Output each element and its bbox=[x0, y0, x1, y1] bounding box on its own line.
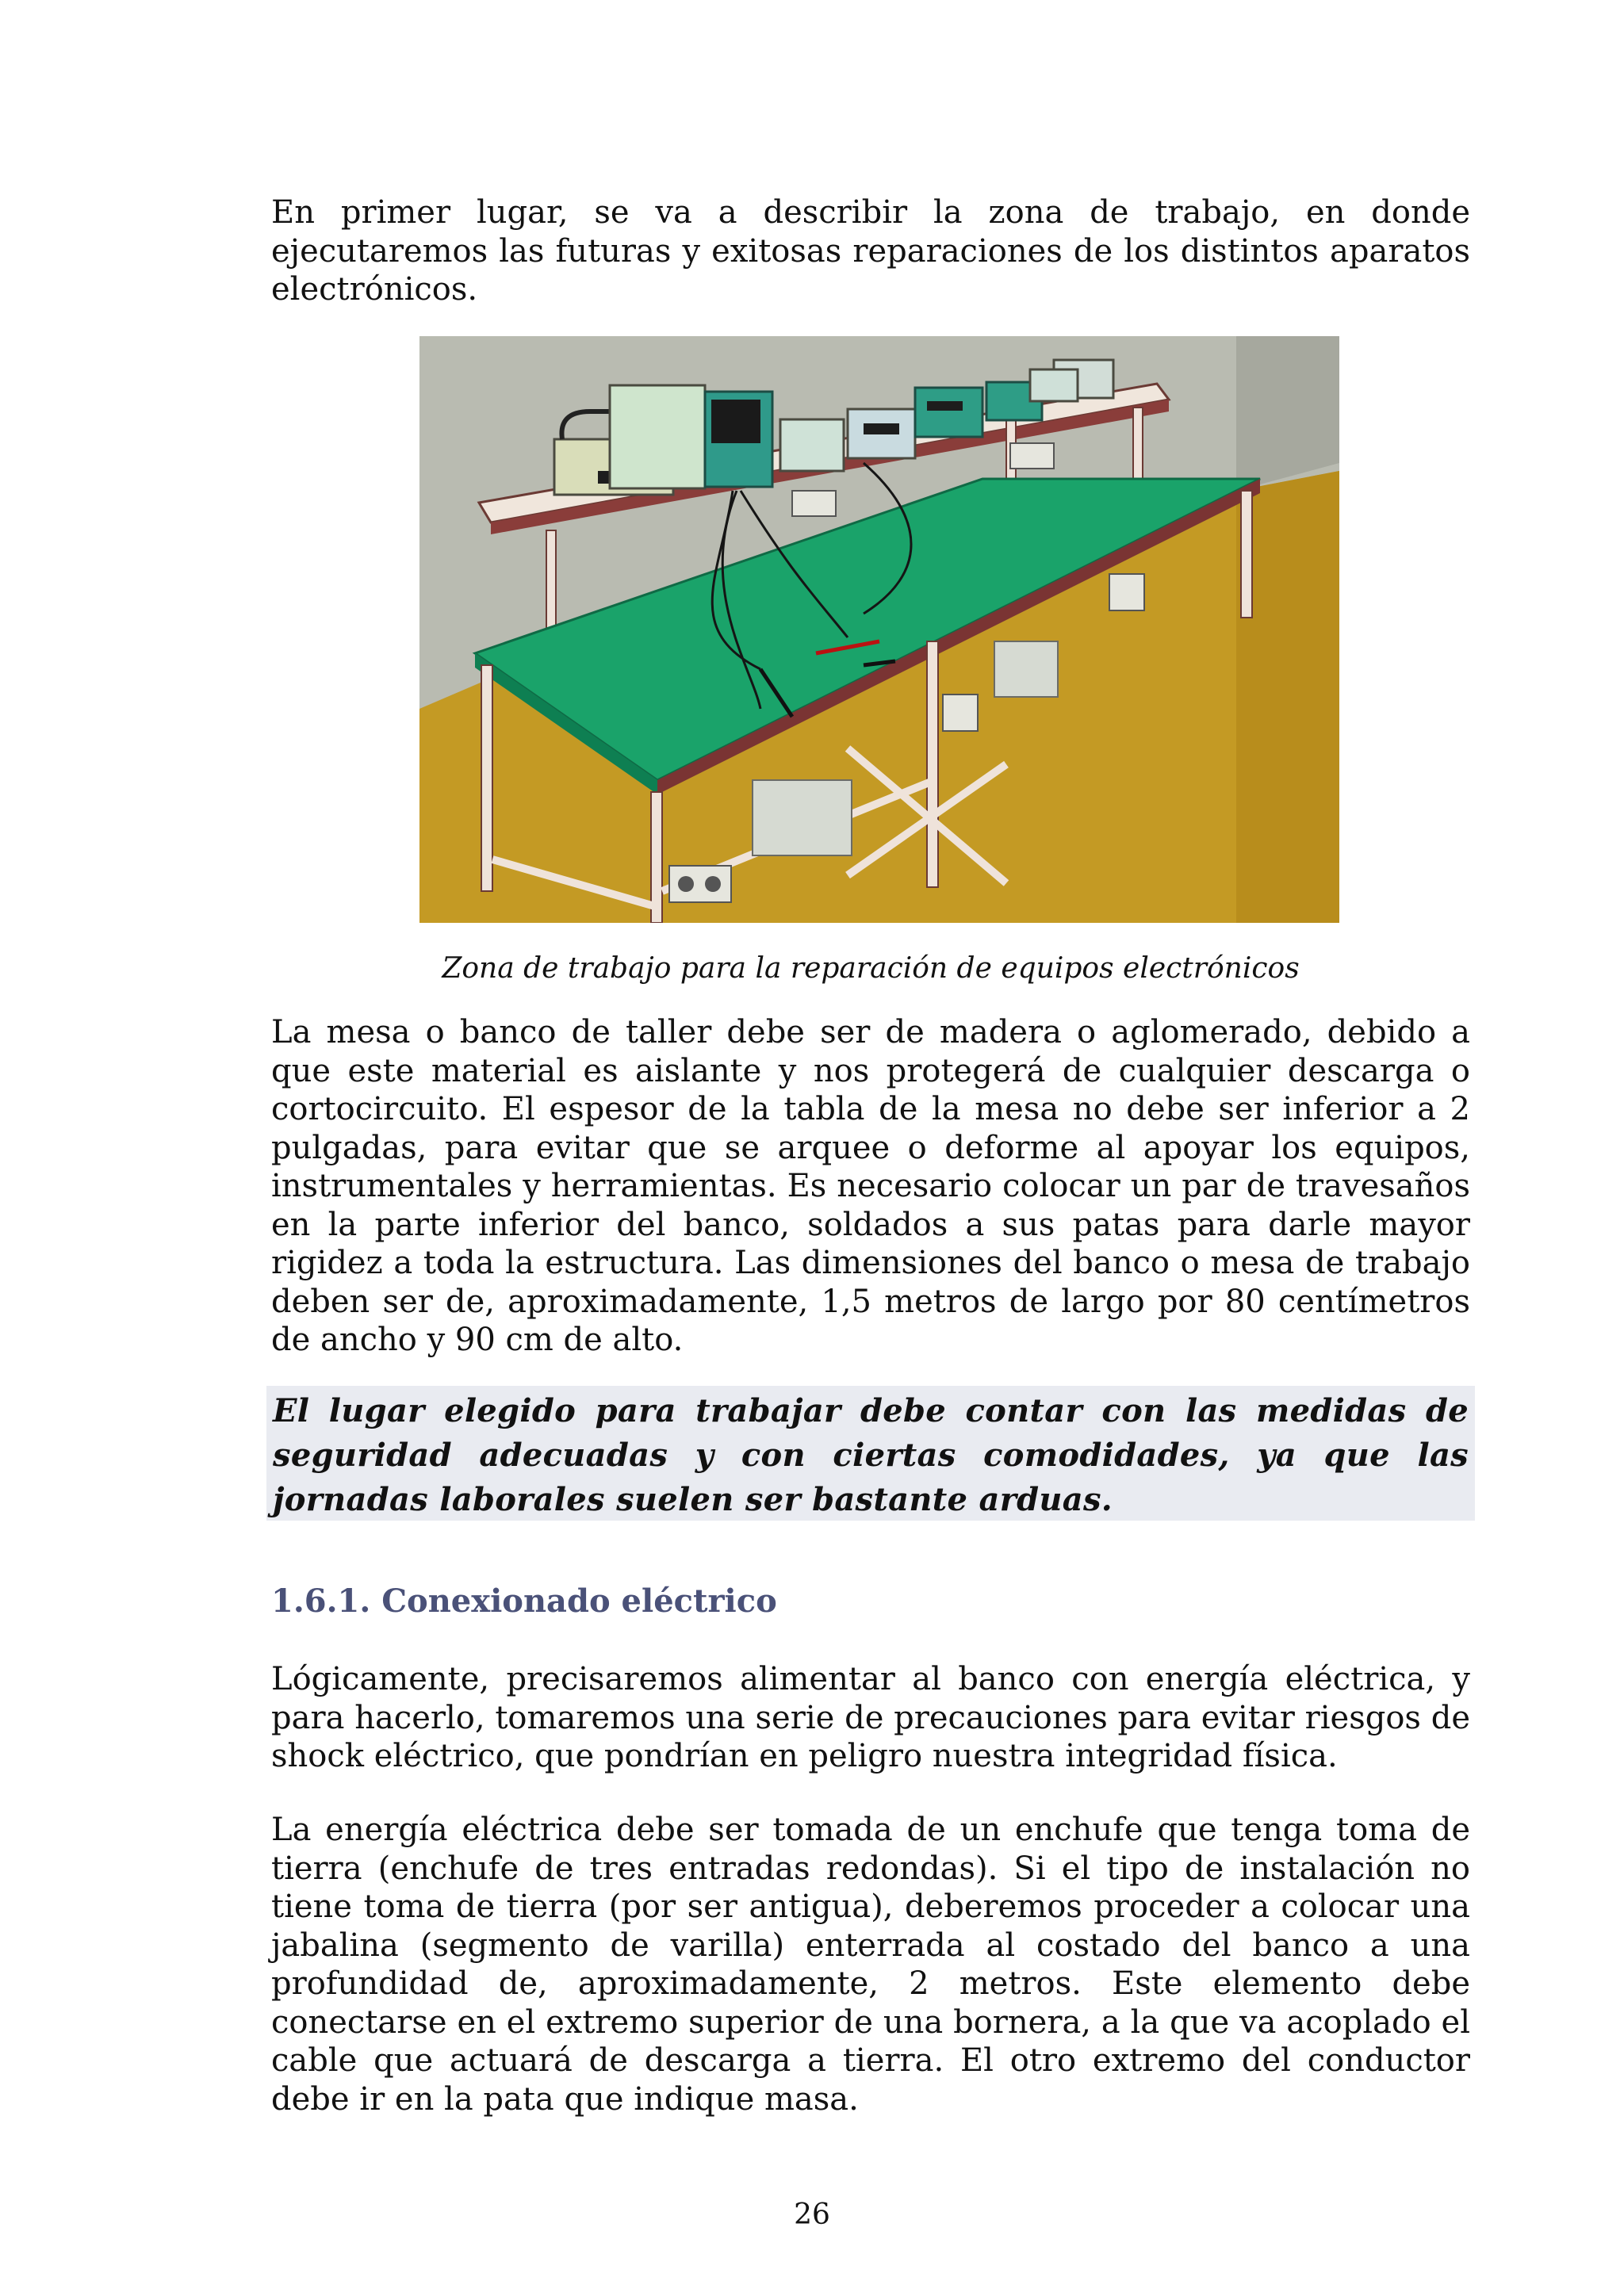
grounding-paragraph: La energía eléctrica debe ser tomada de un enchufe que tenga toma de tierra (enchufe de tres entradas redondas). Si el tipo de instalación no tiene toma de tierra (por ser antigua), deberemos proceder a colocar una jabalina (segmento de varilla) enterrada al costado del banco a una profundidad de, aproximadamente, 2 metros. Este elemento debe conectarse en el extremo superior de una bornera, a la que va acoplado el cable que actuará de descarga a tierra. El otro extremo del conductor debe ir en la pata que indique masa. bbox=[271, 1812, 1470, 2118]
workbench-paragraph: La mesa o banco de taller debe ser de madera o aglomerado, debido a que este material es aislante y nos protegerá de cualquier descarga o cortocircuito. El espesor de la tabla de la mesa no debe ser inferior a 2 pulgadas, para evitar que se arquee o deforme al apoyar los equipos, instrumentales y herramientas. Es necesario colocar un par de travesaños en la parte inferior del banco, soldados a sus patas para darle mayor rigidez a toda la estructura. Las dimensiones del banco o mesa de trabajo deben ser de, aproximadamente, 1,5 metros de largo por 80 centímetros de ancho y 90 cm de alto. bbox=[271, 1014, 1470, 1358]
section-heading: 1.6.1. Conexionado eléctrico bbox=[271, 1582, 777, 1620]
figure-caption: Zona de trabajo para la reparación de equipos electrónicos bbox=[442, 952, 1300, 985]
intro-paragraph: En primer lugar, se va a describir la zona de trabajo, en donde ejecutaremos las futuras y exitosas reparaciones de los distintos aparatos electrónicos. bbox=[271, 194, 1470, 308]
callout-text: El lugar elegido para trabajar debe contar con las medidas de seguridad adecuadas y con ciertas comodidades, ya que las jornadas laborales suelen ser bastante arduas. bbox=[273, 1392, 1469, 1518]
safety-callout bbox=[266, 1386, 1475, 1521]
power-paragraph: Lógicamente, precisaremos alimentar al banco con energía eléctrica, y para hacerlo, tomaremos una serie de precauciones para evitar riesgos de shock eléctrico, que pondrían en peligro nuestra integridad física. bbox=[271, 1661, 1470, 1774]
workbench-illustration bbox=[419, 336, 1339, 923]
page-number: 26 bbox=[794, 2198, 830, 2231]
